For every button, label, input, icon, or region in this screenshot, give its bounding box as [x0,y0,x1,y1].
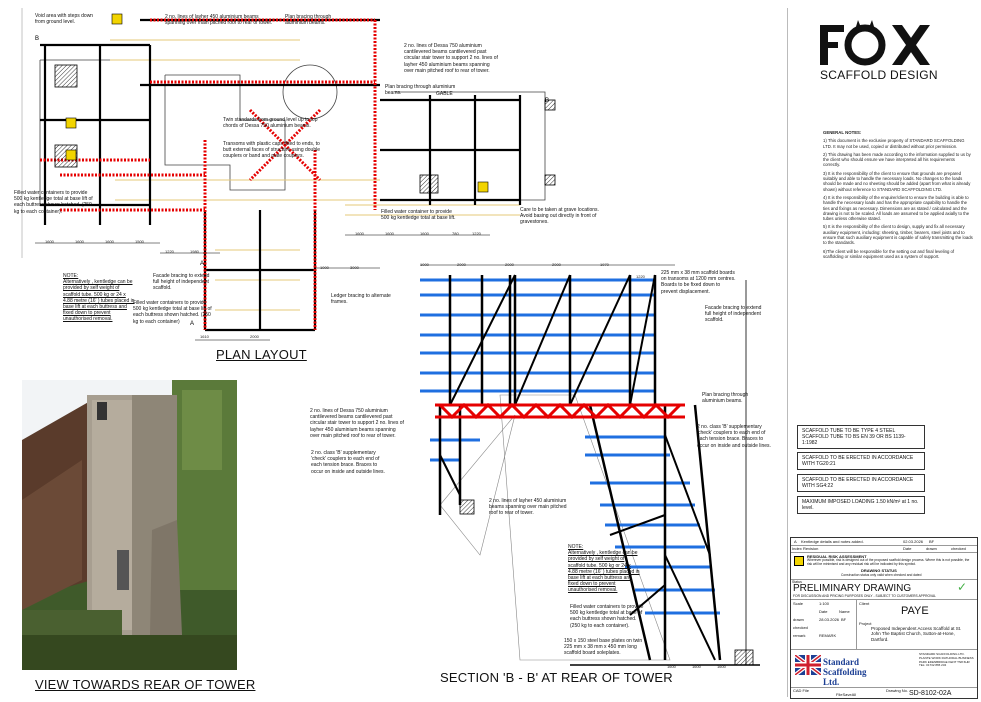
name-label: Name [839,609,850,614]
plan-dim: 2000 [250,334,259,339]
drawing-status: PRELIMINARY DRAWING [793,583,912,594]
plan-note-graves: Care to be taken at grave locations. Avoid basing out directly in front of gravestones. [520,207,599,226]
scale-label: Scale [793,601,804,606]
revision-header [791,545,977,553]
plan-note-gable: GABLE [436,91,453,97]
section-note-box-heading: NOTE: [568,544,584,550]
plan-dim: 3000 [350,265,359,270]
plan-dim: 780 [452,231,459,236]
plan-note-box [63,273,135,323]
section-note-boards: 225 mm x 38 mm scaffold boards on transoms at 1200 mm centres. Boards to be fixed down to prevent displacement. [661,270,736,295]
svg-text:B: B [35,36,40,42]
section-dim: 2000 [552,262,561,267]
plan-dim: 1600 [385,231,394,236]
plan-note-void: Void area with steps down from ground level. [35,13,94,26]
svg-text:B: B [545,98,550,104]
client-value: PAYE [901,605,929,617]
section-note-baseplates: 150 x 150 steel base plates on twin 225 mm x 38 mm x 450 mm long scaffold board soleplates. [564,638,643,657]
plan-title: PLAN LAYOUT [216,347,307,362]
revision-date: 02.03.2026 [903,539,924,544]
plan-note-water-1: Filled water containers to provide 500 kg kentledge total at base lift of each buttress shown hatched. (250 kg to each container). [14,190,93,215]
checked-label: checked [793,625,808,630]
status-subtext: FOR DISCUSSION AND PRICING PURPOSES ONLY - SUBJECT TO CUSTOMERS APPROVAL [793,594,937,598]
risk-text: Wherever possible, risk is designed out of the proposed scaffold design process. Where this is not possible, the risk will be minimised and any residual risk will be indicated by this symbol. [807,558,970,566]
general-note: 2) This drawing has been made according to the information supplied to us by the client who should ensure we have interpreted all his requirements correctly. [823,151,971,168]
plan-dim: 1500 [135,239,144,244]
svg-text:A: A [200,261,205,267]
plan-note-ledger: Ledger bracing to alternate frames. [331,293,391,306]
rev-header-date: Date [903,546,912,551]
plan-dim: 1600 [420,231,429,236]
spec-box-tg20: SCAFFOLD TO BE ERECTED IN ACCORDANCE WITH TG20:21 [797,452,925,470]
section-dim: 1220 [636,274,645,279]
risk-heading: RESIDUAL RISK ASSESSMENT [807,554,867,559]
client-label: Client [859,601,870,606]
spec-box-sg4: SCAFFOLD TO BE ERECTED IN ACCORDANCE WITH SG4:22 [797,474,925,492]
plan-dim: 1220 [165,249,174,254]
drawn-date: 28.03.2026 [819,617,840,622]
company-section [791,649,977,688]
section-note-box-text: Alternatively , kentledge can be provided by self weight of scaffold tube. 500 kg or 24 x 4.88 metre (16' ) tubes placed in base lift at each buttress and fixed down to prevent unauthorised removal. [568,550,640,594]
section-dim: 1600 [692,664,701,669]
section-note-water: Filled water containers to provide 500 kg kentledge total at base of each buttress shown hatched. (250 kg to each container). [570,604,644,629]
plan-note-transoms: Transoms with plastic caps fitted to ends, to butt external faces of structure using double couplers or band and plate couplers. [223,141,321,160]
general-note: 4) It is the responsibility of the enquirer/client to ensure the building is able to handle the necessary loads and has the appropriate capability to handle the ties and fixings as necessary. Dimensions are as stated / calculated and the drawing is not to be scaled. All loads are assumed to be applied axially to the tubes unless otherwise stated. [823,194,970,222]
drawing-number-row [791,687,977,697]
project-value: Proposed Independent Access Scaffold at St. John The Baptist Church, Sutton-at-Hone, Dartford. [871,626,962,642]
remark-value: REMARK [819,633,837,638]
status-heading: DRAWING STATUS [861,568,897,573]
drawn-by: BF [841,617,847,622]
spec-box-loading: MAXIMUM IMPOSED LOADING 1.50 kN/m² at 1 no. level. [797,496,925,514]
logo-subtitle: SCAFFOLD DESIGN [820,68,938,82]
plan-dim: 1600 [105,239,114,244]
section-note-check-couplers-1: 2 no. class 'B' supplementary 'check' couplers to each end of each tension brace. Braces to occur on inside and outside lines. [311,450,385,475]
date-label: Date [819,609,828,614]
company-address: STANDARD SCAFFOLDING LTD. PLANTE WORK RATHODAL BUSINESS PARK EDENBRIDGE KENT TN8 6HR TEL: 01732 865 234 [919,652,974,668]
tower-photo [22,380,237,670]
project-label: Project [859,621,872,626]
plan-note-twin-standards: Twin standards from ground level up to top chords of Dessa 750 aluminium beams. [223,117,318,130]
cad-value: FileSaveAll [836,692,857,697]
plan-dim: 1980 [190,249,199,254]
plan-note-box-text: Alternatively , kentledge can be provided by self weight of scaffold tube. 500 kg or 24 x 4.88 metre (16' ) tubes placed in base lift at each buttress and fixed down to prevent unauthorised removal. [63,279,135,323]
rev-header-revision: Revision [803,546,819,551]
section-dim: 1600 [717,664,726,669]
section-note-layher: 2 no. lines of layher 450 aluminium beams spanning over main pitched roof to rear of tower. [489,498,567,517]
title-block [790,537,978,699]
rev-header-checked: checked [951,546,966,551]
section-dim: 1000 [420,262,429,267]
section-dim: 1970 [600,262,609,267]
remark-label: remark [793,633,806,638]
svg-text:A: A [190,321,195,327]
plan-dim: 1600 [355,231,364,236]
drawing-number: SD-8102-02A [909,690,952,697]
general-note: 6)The client will be responsible for the setting out and final leveling of scaffolding or similar equipment used as a system of support. [823,248,955,259]
section-title: SECTION 'B - B' AT REAR OF TOWER [440,670,673,685]
plan-note-water-2: Filled water container to provide 500 kg kentledge total at base lift. [381,209,456,222]
rev-header-drawn: drawn [926,546,937,551]
warning-icon [794,556,804,566]
company-name: Standard Scaffolding Ltd. [823,657,867,687]
revision-index: A [794,539,797,544]
plan-dim: 1610 [200,334,209,339]
general-note: 1) This document is the exclusive property of STANDARD SCAFFOLDING LTD. It may not be used, copied or distributed without prior permission. [823,138,965,149]
plan-note-facade-bracing: Facade bracing to extend full height of independent scaffold. [153,273,210,292]
section-note-check-couplers-2: 2 no. class 'B' supplementary 'check' couplers to each end of each tension brace. Braces to occur on inside and outside lines. [697,424,771,449]
risk-section [791,553,977,580]
plan-dim: 1000 [320,265,329,270]
status-text: Construction status only valid when checked and dated [841,573,922,577]
scale-value: 1:100 [819,601,830,606]
plan-note-dessa-beams: 2 no. lines of Dessa 750 aluminium cantilevered beams cantilevered past circular stair tower to support 2 no. lines of layher 450 aluminium beams spanning over main pitched roof to rear of tower. [404,43,498,74]
revision-description: Kentledge details and notes added. [801,539,864,544]
plan-note-bracing-2: Plan bracing through aluminium beams. [385,84,456,97]
section-dim: 2000 [457,262,466,267]
plan-note-box-heading: NOTE: [63,273,79,279]
plan-dim: 1600 [45,239,54,244]
general-note: 3) It is the responsibility of the client to ensure that grounds are prepared suitably and able to handle the necessary loads. No changes to the loads should be made and no sheeting should be added (apart from what is already shown) without reference to STANDARD SCAFFOLDING LTD. [823,170,971,192]
general-notes [823,130,973,262]
section-dim: 2000 [505,262,514,267]
drawn-label: drawn [793,617,804,622]
revision-by: BF [929,539,935,544]
rev-header-index: Index [792,546,802,551]
general-notes-heading: GENERAL NOTES: [823,130,862,135]
section-note-facade: Facade bracing to extend full height of independent scaffold. [705,305,762,324]
photo-title: VIEW TOWARDS REAR OF TOWER [35,677,256,692]
check-icon: ✓ [957,580,968,594]
spec-box-tube: SCAFFOLD TUBE TO BE TYPE 4 STEEL SCAFFOLD TUBE TO BS EN 39 OR BS 1139-1:1982 [797,425,925,449]
plan-dim: 1600 [75,239,84,244]
union-flag-icon [795,655,821,675]
general-note: 5) It is the responsibility of the client to design, supply and fix all necessary auxiliary equipment, including: sheeting, timber, bearers, steel joists and to ensure that such auxiliary equipment is capable of safely transmitting the loads to the standards. [823,224,973,246]
section-note-dessa: 2 no. lines of Dessa 750 aluminium cantilevered beams cantilevered past circular stair tower to support 2 no. lines of layher 450 aluminium beams spanning over main pitched roof to rear of tower. [310,408,404,439]
plan-note-layher-beams: 2 no. lines of layher 450 aluminium beams spanning over main pitched roof to rear of tower. [165,14,273,27]
section-note-box [568,544,640,594]
plan-dim: 1220 [472,231,481,236]
cad-label: CAD File [793,688,810,693]
info-grid [791,599,977,650]
section-dim: 1600 [667,664,676,669]
drawing-number-label: Drawing No. [886,688,909,693]
plan-note-bracing-1: Plan bracing through aluminium beams. [285,14,332,27]
plan-note-water-3: Filled water containers to provide 500 kg kentledge total at base lift of each buttress shown hatched. (250 kg to each container) [133,300,212,325]
status-label: Status [792,580,802,584]
section-note-plan-bracing: Plan bracing through aluminium beams. [702,392,749,405]
status-section [791,579,977,600]
